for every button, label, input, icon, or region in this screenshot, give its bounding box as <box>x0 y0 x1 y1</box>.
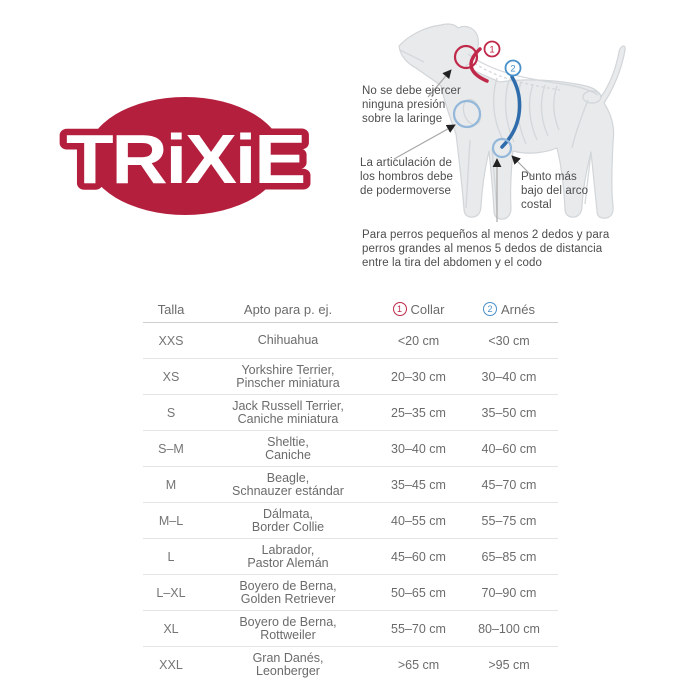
harness-cell: 80–100 cm <box>478 621 540 636</box>
table-row <box>143 430 558 466</box>
breed-cell: Boyero de Berna, Rottweiler <box>239 614 337 642</box>
harness-cell: 40–60 cm <box>481 441 537 456</box>
harness-cell: 30–40 cm <box>481 369 537 384</box>
collar-cell: 35–45 cm <box>391 477 446 492</box>
breed-cell: Labrador, Pastor Alemán <box>247 542 329 570</box>
larynx-note-line: ninguna presión <box>362 99 446 111</box>
collar-cell: 20–30 cm <box>391 369 446 384</box>
footnote-line: Para perros pequeños al menos 2 dedos y para <box>362 229 610 241</box>
rib-note-line: bajo del arco <box>521 185 589 197</box>
size-cell: S <box>166 405 176 420</box>
table-row <box>143 646 558 682</box>
harness-cell: 70–90 cm <box>481 585 537 600</box>
table-row <box>143 466 558 502</box>
shoulder-arrow <box>394 125 455 159</box>
table-header-row <box>143 296 558 323</box>
size-cell: XXS <box>158 333 184 348</box>
marker-1-number: 1 <box>489 44 495 56</box>
table-row <box>143 394 558 430</box>
collar-cell: 40–55 cm <box>391 513 446 528</box>
size-cell: L–XL <box>156 585 186 600</box>
harness-cell: <30 cm <box>488 333 530 348</box>
breed-cell: Jack Russell Terrier, Caniche miniatura <box>232 398 344 426</box>
shoulder-note-line: de podermoverse <box>360 185 451 197</box>
breed-cell: Yorkshire Terrier, Pinscher miniatura <box>236 362 340 390</box>
table-row <box>143 502 558 538</box>
breed-cell: Beagle, Schnauzer estándar <box>232 470 344 498</box>
breed-cell: Chihuahua <box>257 333 319 347</box>
rib-note-line: costal <box>521 199 552 211</box>
breed-cell: Boyero de Berna, Golden Retriever <box>239 578 337 606</box>
collar-cell: 50–65 cm <box>391 585 446 600</box>
shoulder-note-line: los hombros debe <box>360 171 454 183</box>
footnote-line: perros grandes al menos 5 dedos de distancia <box>362 243 603 255</box>
collar-cell: >65 cm <box>397 657 440 672</box>
header-fit: Apto para p. ej. <box>243 301 333 317</box>
table-row <box>143 538 558 574</box>
marker-2-badge <box>506 61 521 76</box>
header-harness-label: Arnés <box>501 301 535 317</box>
breed-cell: Sheltie, Caniche <box>265 434 311 462</box>
table-row <box>143 574 558 610</box>
collar-cell: 45–60 cm <box>391 549 446 564</box>
size-cell: S–M <box>158 441 184 456</box>
shoulder-note <box>360 156 453 198</box>
table-row <box>143 610 558 646</box>
harness-cell: 35–50 cm <box>481 405 537 420</box>
marker-2-number: 2 <box>510 63 516 75</box>
collar-number-icon: 1 <box>393 302 407 316</box>
breed-cell: Gran Danés, Leonberger <box>252 650 324 678</box>
marker-1-badge <box>485 42 500 57</box>
larynx-note-line: No se debe ejercer <box>362 85 461 97</box>
table-body <box>143 323 558 682</box>
size-cell: XS <box>162 369 180 384</box>
collar-cell: <20 cm <box>397 333 440 348</box>
harness-cell: >95 cm <box>488 657 530 672</box>
header-harness <box>460 302 558 317</box>
logo-text: TRiXiE <box>66 120 304 198</box>
footnote-line: entre la tira del abdomen y el codo <box>362 257 542 269</box>
rib-note-line: Punto más <box>521 171 577 183</box>
table-row <box>143 323 558 358</box>
harness-cell: 65–85 cm <box>481 549 537 564</box>
size-cell: M–L <box>158 513 184 528</box>
collar-cell: 30–40 cm <box>391 441 446 456</box>
rib-note <box>521 170 588 212</box>
size-cell: XL <box>163 621 179 636</box>
harness-number-icon: 2 <box>483 302 497 316</box>
size-table <box>143 296 558 682</box>
trixie-logo <box>66 97 304 215</box>
larynx-note-line: sobre la laringe <box>362 113 443 125</box>
size-cell: L <box>167 549 175 564</box>
header-collar-label: Collar <box>410 301 445 317</box>
header-collar <box>377 302 460 317</box>
footnote <box>362 228 609 270</box>
harness-cell: 55–75 cm <box>481 513 537 528</box>
table-row <box>143 358 558 394</box>
breed-cell: Dálmata, Border Collie <box>251 506 325 534</box>
harness-cell: 45–70 cm <box>481 477 537 492</box>
shoulder-note-line: La articulación de <box>360 157 452 169</box>
larynx-note <box>362 84 461 126</box>
header-size: Talla <box>157 301 185 317</box>
collar-cell: 55–70 cm <box>391 621 446 636</box>
size-cell: XXL <box>159 657 183 672</box>
size-cell: M <box>165 477 177 492</box>
collar-cell: 25–35 cm <box>391 405 446 420</box>
